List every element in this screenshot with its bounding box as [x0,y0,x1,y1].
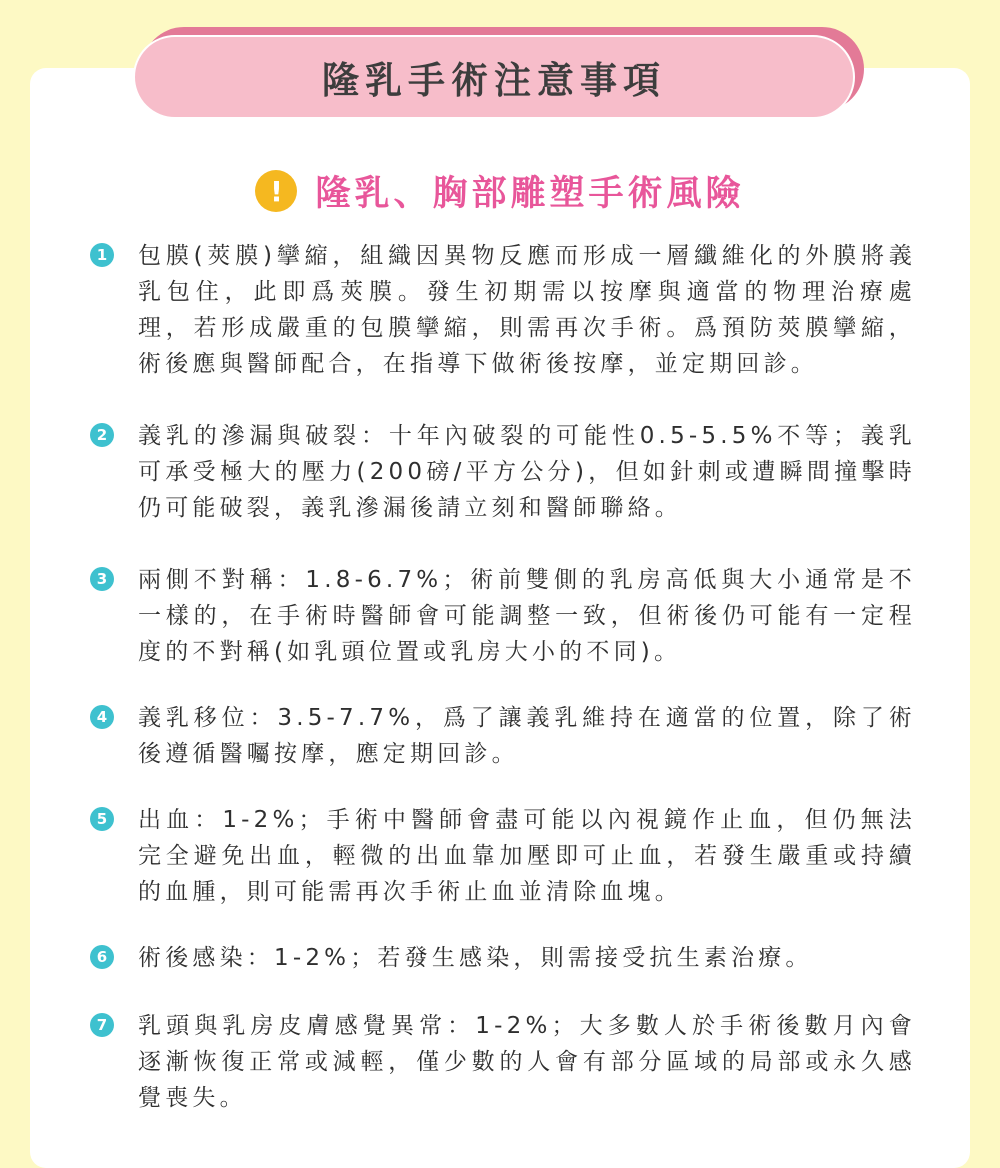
item-number-badge: 5 [90,807,114,831]
exclamation-icon: ! [255,170,297,212]
item-text: 兩側不對稱：1.8-6.7%；術前雙側的乳房高低與大小通常是不一樣的，在手術時醫師會可能調整一致，但術後仍可能有一定程度的不對稱(如乳頭位置或乳房大小的不同)。 [138,567,916,665]
item-number-badge: 2 [90,423,114,447]
item-text: 術後感染：1-2%；若發生感染，則需接受抗生素治療。 [138,945,813,971]
item-number-badge: 7 [90,1013,114,1037]
item-number-badge: 3 [90,567,114,591]
section-heading [0,165,1000,217]
item-number-badge: 6 [90,945,114,969]
section-heading-text: 隆乳、胸部雕塑手術風險 [315,174,745,214]
page-title: 隆乳手術注意事項 [322,59,666,102]
title-banner [133,35,855,119]
item-number-badge: 1 [90,243,114,267]
item-text: 義乳移位：3.5-7.7%，爲了讓義乳維持在適當的位置，除了術後遵循醫囑按摩，應定期回診。 [138,705,916,767]
item-text: 包膜(莢膜)攣縮，組織因異物反應而形成一層纖維化的外膜將義乳包住，此即爲莢膜。發生初期需以按摩與適當的物理治療處理，若形成嚴重的包膜攣縮，則需再次手術。爲預防莢膜攣縮，術後應與醫師配合，在指導下做術後按摩，並定期回診。 [138,243,916,377]
item-text: 義乳的滲漏與破裂：十年內破裂的可能性0.5-5.5%不等；義乳可承受極大的壓力(200磅/平方公分)，但如針刺或遭瞬間撞擊時仍可能破裂，義乳滲漏後請立刻和醫師聯絡。 [138,423,916,521]
item-text: 出血：1-2%；手術中醫師會盡可能以內視鏡作止血，但仍無法完全避免出血，輕微的出血靠加壓即可止血，若發生嚴重或持續的血腫，則可能需再次手術止血並清除血塊。 [138,807,916,905]
item-text: 乳頭與乳房皮膚感覺異常：1-2%；大多數人於手術後數月內會逐漸恢復正常或減輕，僅少數的人會有部分區域的局部或永久感覺喪失。 [138,1013,916,1111]
item-number-badge: 4 [90,705,114,729]
